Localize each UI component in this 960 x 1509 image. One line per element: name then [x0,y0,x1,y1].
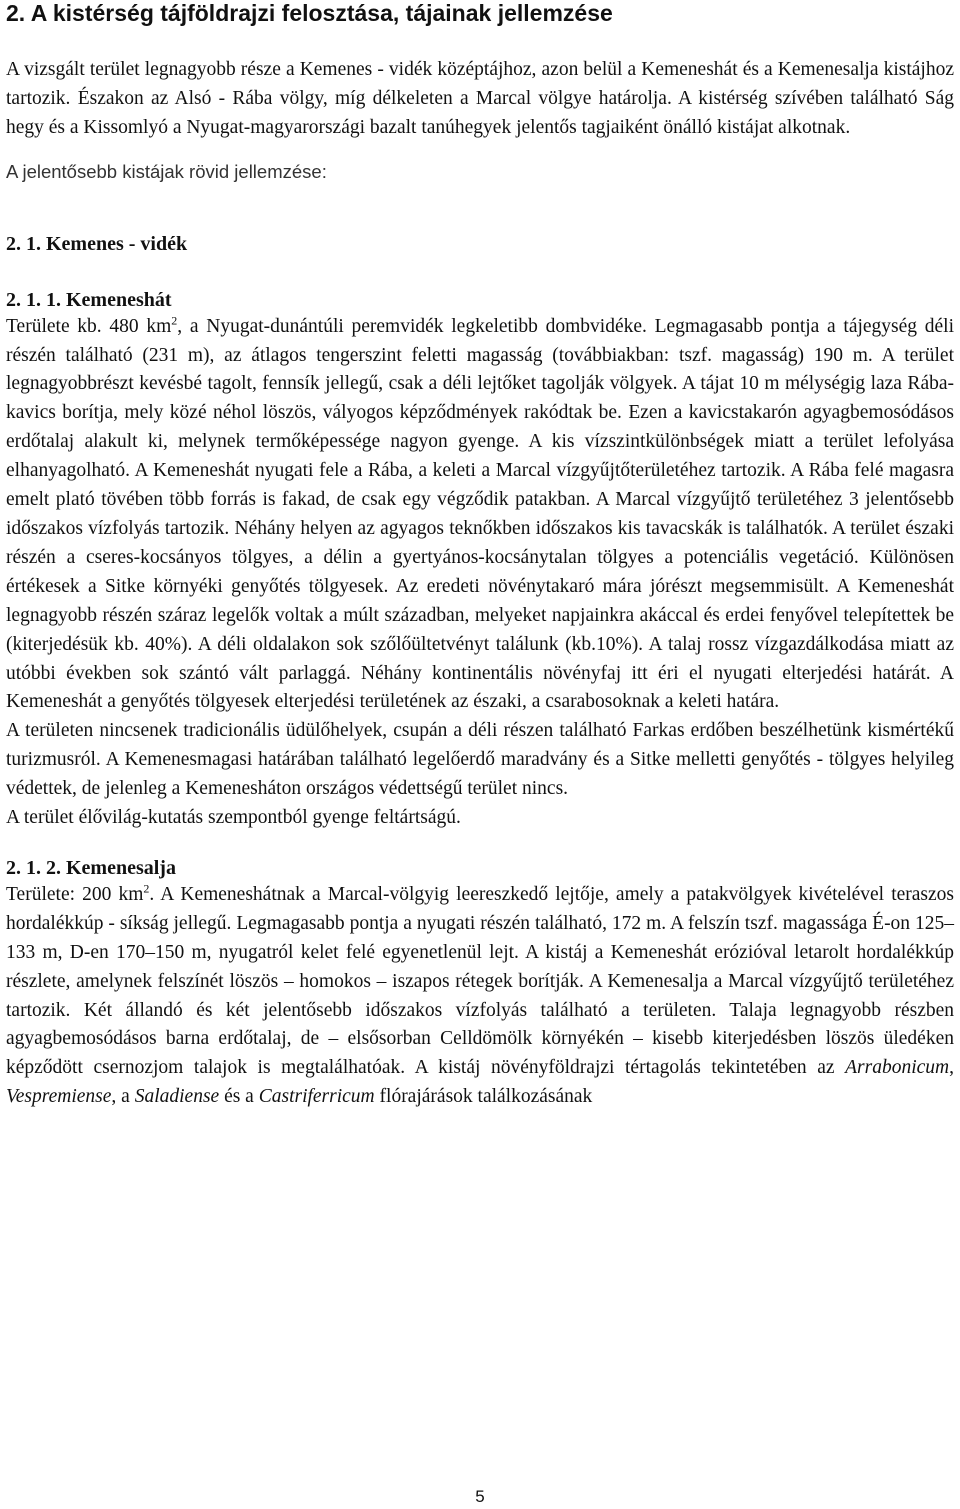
page-number: 5 [475,1487,485,1506]
page-title: 2. A kistérség tájföldrajzi felosztása, tájainak jellemzése [6,0,613,26]
kemeneshat-paragraph-1-text: , a Nyugat-dunántúli peremvidék legkeletibb dombvidéke. Legmagasabb pontja a tájegység déli részén található (231 m), az átlagos tengerszint feletti magasság (továbbiakban: tszf. magasság) 190 m. A terület legnagyobbrészt kevésbé tagolt, fennsík jellegű, csak a déli lejtőket tagolják völgyek. A tájat 10 m mélységig laza Rába-kavics borítja, mely közé néhol löszös, vályogos képződmények rakódtak be. Ezen a kavicstakarón agyagbemosódásos erdőtalaj alakult ki, melynek termőképessége nagyon gyenge. A kis vízszintkülönbségek miatt a terület lefolyása elhanyagolható. A Kemeneshát nyugati fele a Rába, a keleti a Marcal vízgyűjtőterületéhez tartozik. A Rába felé magasra emelt plató tövében több forrás is fakad, de csak egy végződik patakban. A Marcal vízgyűjtő területéhez 3 jelentősebb időszakos vízfolyás tartozik. Néhány helyen az agyagos teknőkben időszakos kis tavacskák is találhatók. A terület északi részén a cseres-kocsányos tölgyes, a délin a gyertyános-kocsánytalan tölgyes a potenciális vegetáció. Különösen értékesek a Sitke környéki genyőtés tölgyesek. Az eredeti növénytakaró mára jórészt megsemmisült. A Kemeneshát legnagyobb részén száraz legelők voltak a múlt században, melyeket napjainkra akáccal és erdei fenyővel telepítettek be (kiterjedésük kb. 40%). A déli oldalakon sok szőlőültetvényt találunk (kb.10%). A talaj rossz vízgazdálkodása miatt az utóbbi években sok szántó vált parlaggá. Néhány kontinentális növényfaj itt éri el nyugati elterjedési határát. A Kemeneshát a genyőtés tölgyesek elterjedési területének az északi, a csarabosoknak a keleti határa. [6,315,954,713]
flora-term-arrabonicum: Arrabonicum [845,1057,950,1079]
kemeneshat-paragraph-3: A terület élővilág-kutatás szempontból gyenge feltártságú. [6,807,461,829]
kemeneshat-area-prefix: Területe kb. 480 km [6,315,172,337]
kemeneshat-area-unit-sup: 2 [171,313,178,328]
subsection-heading-kemenesalja: 2. 1. 2. Kemenesalja [6,856,176,879]
flora-sep-4: flórajárások találkozásának [374,1086,593,1108]
kemenesalja-area-unit-sup: 2 [143,881,150,896]
lead-text: A jelentősebb kistájak rövid jellemzése: [6,160,327,182]
flora-term-castriferricum: Castriferricum [258,1086,375,1108]
flora-sep-1: , [949,1057,955,1079]
kemenesalja-area-prefix: Területe: 200 km [6,883,144,905]
kemeneshat-paragraph-1 [6,313,954,718]
subsection-heading-kemeneshat: 2. 1. 1. Kemeneshát [6,288,172,311]
flora-sep-2: , a [111,1086,135,1108]
kemenesalja-paragraph-1 [6,881,954,1112]
flora-term-vespremiense: Vespremiense [6,1086,112,1108]
flora-term-saladiense: Saladiense [134,1086,220,1108]
flora-sep-3: és a [219,1086,259,1108]
section-heading-kemenes-videk: 2. 1. Kemenes - vidék [6,232,188,255]
kemenesalja-paragraph-1-text: . A Kemeneshátnak a Marcal-völgyig leereszkedő lejtője, amely a patakvölgyek kivételével teraszos hordalékkúp - síkság jellegű. Legmagasabb pontja a nyugati részén található, 172 m. A felszín tszf. magassága É-on 125–133 m, D-en 170–150 m, nyugatról kelet felé egyenetlenül lejt. A kistáj a Kemeneshát erózióval letarolt hordalékkúp részlete, amelynek felszínét löszös – homokos – iszapos rétegek borítják. A Kemenesalja a Marcal vízgyűjtő területéhez tartozik. Két állandó és két jelentősebb időszakos vízfolyás található a területen. Talaja legnagyobb részben agyagbemosódásos barna erdőtalaj, de – elsősorban Celldömölk környékén – kisebb kiterjedésben löszös üledéken képződött csernozjom talajok is megtalálhatóak. A kistáj növényföldrajzi tértagolás tekintetében az [6,883,954,1079]
intro-paragraph: A vizsgált terület legnagyobb része a Kemenes - vidék középtájhoz, azon belül a Kemeneshát és a Kemenesalja kistájhoz tartozik. Északon az Alsó - Rába völgy, míg délkeleten a Marcal völgye határolja. A kistérség szívében található Ság hegy és a Kissomlyó a Nyugat-magyarországi bazalt tanúhegyek jelentős tagjaiként önálló kistájat alkotnak. [6,59,954,138]
kemeneshat-paragraph-2: A területen nincsenek tradicionális üdülőhelyek, csupán a déli részen található Farkas erdőben beszélhetünk kismértékű turizmusról. A Kemenesmagasi határában található legelőerdő maradvány és a Sitke melletti genyőtés - tölgyes helyileg védettek, de jelenleg a Kemenesháton országos védettségű terület nincs. [6,720,954,800]
